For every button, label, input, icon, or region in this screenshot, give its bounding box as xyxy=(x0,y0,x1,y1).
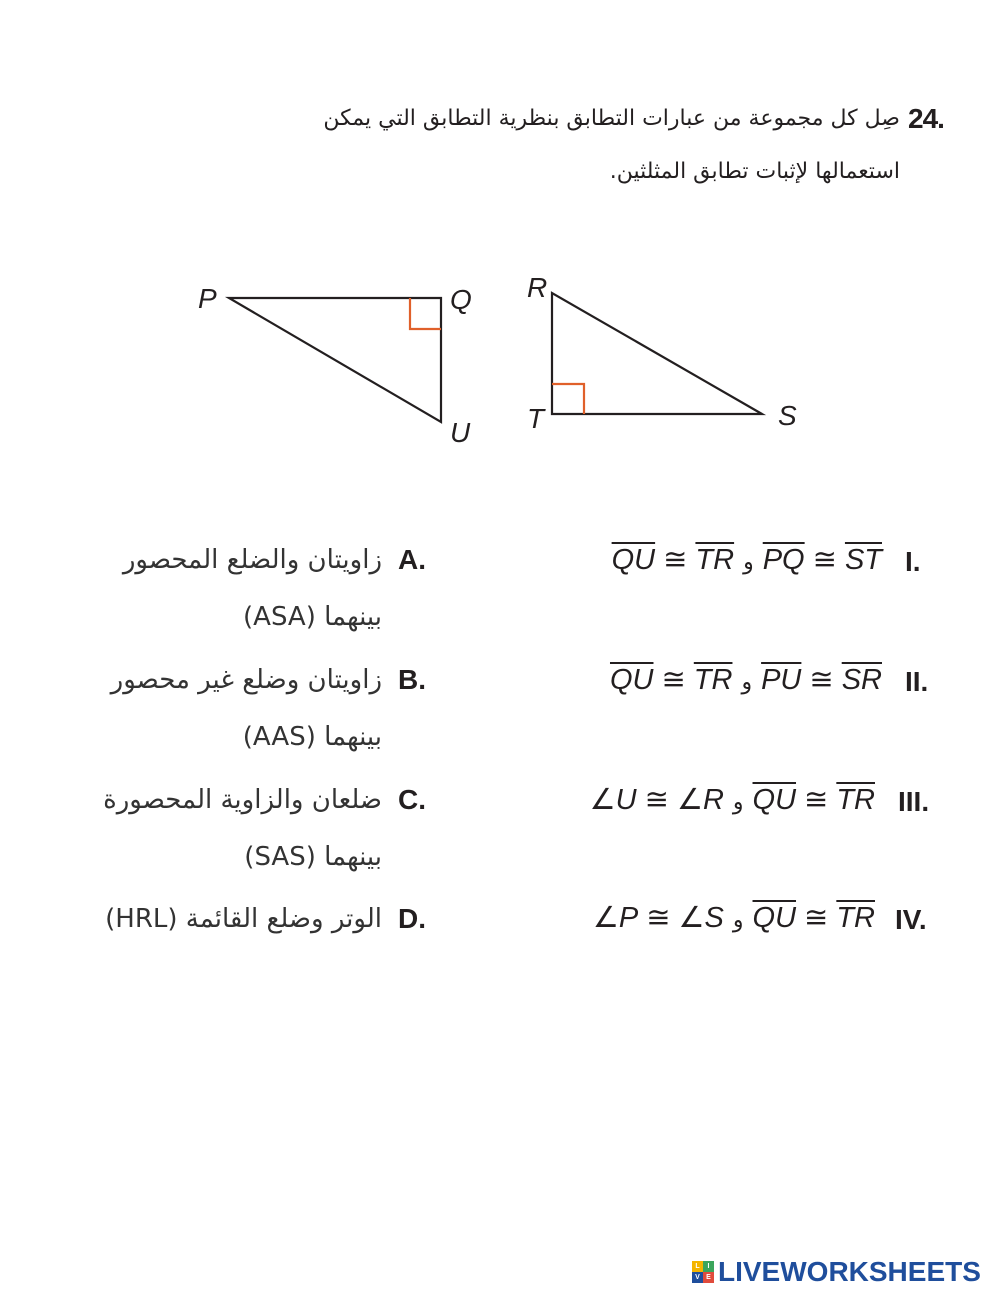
statement-iii-segment-tr: $\overline{TR}$ xyxy=(836,784,875,816)
liveworksheets-logo-icon xyxy=(692,1261,714,1283)
statement-iii-segment-qu: $\overline{QU}$ xyxy=(752,784,797,816)
and-word: و xyxy=(741,670,753,695)
congruent-symbol: ≅ xyxy=(804,902,829,934)
angle-symbol: ∠ xyxy=(589,784,616,816)
option-b-line2: بينهما (AAS) xyxy=(242,722,382,752)
option-a-line1: زاويتان والضلع المحصور xyxy=(122,545,382,575)
congruent-symbol: ≅ xyxy=(661,664,686,696)
triangle-rts xyxy=(527,272,797,434)
right-angle-marker-t xyxy=(552,384,584,414)
option-a-letter: A. xyxy=(398,544,426,575)
logo-tile-4: E xyxy=(703,1272,714,1283)
statement-i-segment-pq: $\overline{PQ}$ xyxy=(762,544,805,576)
vertex-label-t: T xyxy=(527,403,545,434)
statement-iv-segment-tr: $\overline{TR}$ xyxy=(836,902,875,934)
congruent-symbol: ≅ xyxy=(812,544,837,576)
option-d-letter: D. xyxy=(398,903,426,934)
statement-ii-segment-tr: $\overline{TR}$ xyxy=(693,664,733,696)
liveworksheets-wordmark: LIVEWORKSHEETS xyxy=(718,1256,981,1287)
vertex-label-p: P xyxy=(198,283,217,314)
logo-tile-2: I xyxy=(703,1261,714,1272)
option-d-line1: الوتر وضلع القائمة (HRL) xyxy=(105,904,382,934)
statement-ii xyxy=(610,662,882,697)
statement-i xyxy=(612,542,882,577)
and-word: و xyxy=(732,908,744,933)
statement-ii-segment-qu: $\overline{QU}$ xyxy=(609,664,654,696)
vertex-label-u: U xyxy=(450,417,471,448)
option-c-line2: بينهما (SAS) xyxy=(244,842,382,872)
logo-tile-3: V xyxy=(692,1272,703,1283)
option-a-line2: بينهما (ASA) xyxy=(243,602,382,632)
and-word: و xyxy=(743,550,754,575)
congruent-symbol: ≅ xyxy=(663,544,688,576)
option-b-line1: زاويتان وضلع غير محصور xyxy=(110,665,382,695)
statement-iv xyxy=(593,900,875,935)
statement-ii-segment-sr: $\overline{SR}$ xyxy=(841,664,882,696)
logo-tile-1: L xyxy=(692,1261,703,1272)
statement-iii xyxy=(590,782,875,817)
option-c-line1: ضلعان والزاوية المحصورة xyxy=(103,785,382,815)
statement-i-segment-st: $\overline{ST}$ xyxy=(844,544,882,576)
question-text-line1: صِل كل مجموعة من عبارات التطابق بنظرية التطابق التي يمكن xyxy=(323,106,900,131)
angle-symbol: ∠ xyxy=(678,902,705,934)
congruent-symbol: ≅ xyxy=(646,902,671,934)
congruent-symbol: ≅ xyxy=(809,664,834,696)
statement-iii-number: III. xyxy=(898,786,930,817)
statement-i-segment-qu: $\overline{QU}$ xyxy=(611,544,656,576)
angle-symbol: ∠ xyxy=(592,902,619,934)
option-b-letter: B. xyxy=(398,664,426,695)
question-number: 24. xyxy=(908,103,944,134)
statement-i-number: I. xyxy=(905,546,921,577)
statement-ii-number: II. xyxy=(905,666,929,697)
vertex-label-r: R xyxy=(527,272,548,303)
statement-iii-angle-u: U xyxy=(615,784,637,816)
option-c-letter: C. xyxy=(398,784,426,815)
triangle-pqu xyxy=(198,283,472,448)
statement-ii-segment-pu: $\overline{PU}$ xyxy=(761,664,802,696)
vertex-label-s: S xyxy=(778,400,797,431)
triangles-figure xyxy=(0,0,1000,470)
statement-iv-angle-p: P xyxy=(618,902,639,934)
liveworksheets-brand xyxy=(692,1256,981,1288)
vertex-label-q: Q xyxy=(450,284,472,315)
angle-symbol: ∠ xyxy=(676,784,703,816)
statement-iii-angle-r: R xyxy=(702,784,724,816)
statement-iv-angle-s: S xyxy=(704,902,724,934)
right-angle-marker-q xyxy=(410,298,441,329)
statement-iv-segment-qu: $\overline{QU}$ xyxy=(752,902,797,934)
statement-i-segment-tr: $\overline{TR}$ xyxy=(695,544,735,576)
question-text-line2: استعمالها لإثبات تطابق المثلثين. xyxy=(609,159,900,184)
congruent-symbol: ≅ xyxy=(804,784,829,816)
congruent-symbol: ≅ xyxy=(644,784,669,816)
and-word: و xyxy=(732,790,744,815)
statement-iv-number: IV. xyxy=(895,904,927,935)
